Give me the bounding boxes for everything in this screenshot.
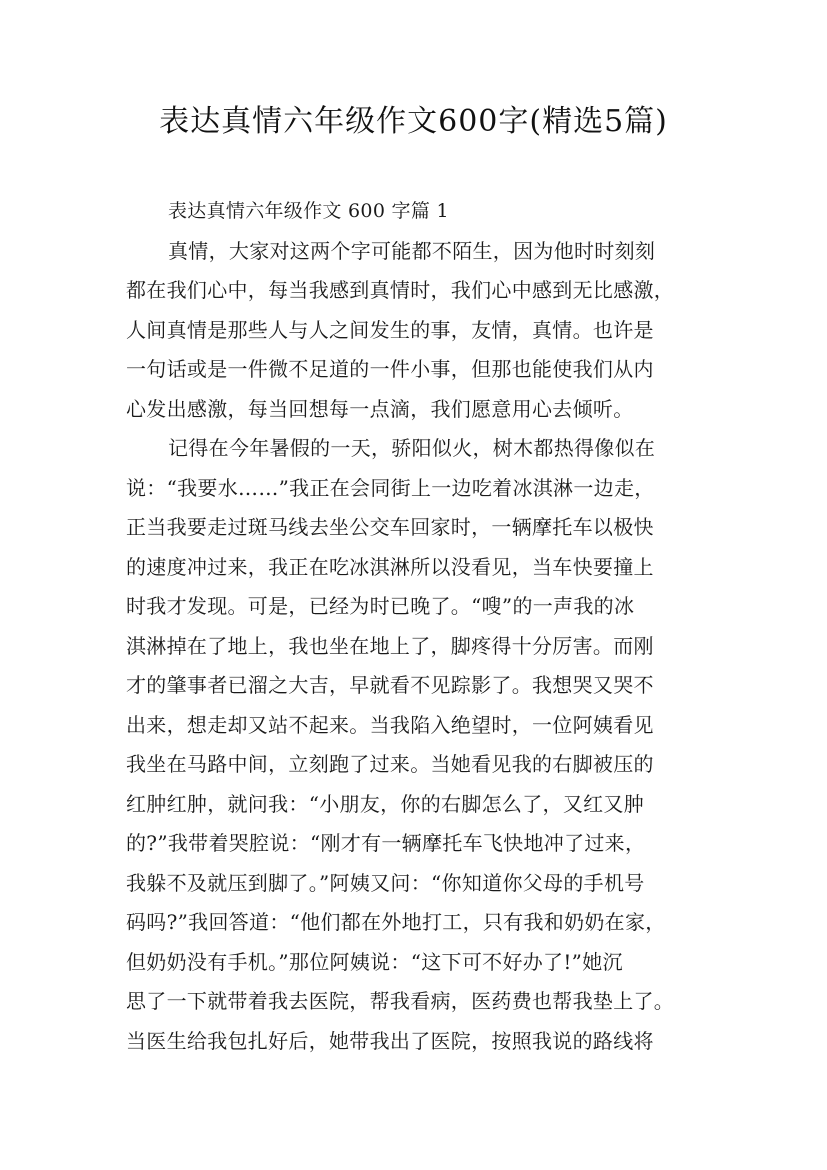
paragraph-line: 的速度冲过来，我正在吃冰淇淋所以没看见，当车快要撞上 xyxy=(126,554,654,579)
paragraph-line: 淇淋掉在了地上，我也坐在地上了，脚疼得十分厉害。而刚 xyxy=(126,633,654,658)
section-title: 表达真情六年级作文 600 字篇 1 xyxy=(168,200,449,222)
paragraph-line: 正当我要走过斑马线去坐公交车回家时，一辆摩托车以极快 xyxy=(126,515,654,539)
paragraph-line: 真情，大家对这两个字可能都不陌生，因为他时时刻刻 xyxy=(168,238,656,263)
paragraph-line: 都在我们心中，每当我感到真情时，我们心中感到无比感激， xyxy=(126,278,675,302)
paragraph-line: 说：“我要水……”我正在会同街上一边吃着冰淇淋一边走， xyxy=(126,475,655,500)
paragraph-line: 我坐在马路中间，立刻跑了过来。当她看见我的右脚被压的 xyxy=(126,752,654,776)
paragraph-line: 我躲不及就压到脚了。”阿姨又问：“你知道你父母的手机号 xyxy=(126,870,645,895)
paragraph-line: 的?”我带着哭腔说：“刚才有一辆摩托车飞快地冲了过来， xyxy=(126,831,646,855)
paragraph-line: 才的肇事者已溜之大吉，早就看不见踪影了。我想哭又哭不 xyxy=(126,673,654,697)
paragraph-line: 但奶奶没有手机。”那位阿姨说：“这下可不好办了!”她沉 xyxy=(126,949,623,974)
paragraph-line: 记得在今年暑假的一天，骄阳似火，树木都热得像似在 xyxy=(168,436,656,460)
document-body xyxy=(126,192,706,1061)
paragraph-line: 心发出感激，每当回想每一点滴，我们愿意用心去倾听。 xyxy=(126,396,634,421)
paragraph-line: 码吗?”我回答道：“他们都在外地打工，只有我和奶奶在家， xyxy=(126,910,666,934)
paragraph-line: 人间真情是那些人与人之间发生的事，友情，真情。也许是 xyxy=(126,317,654,342)
paragraph-line: 出来，想走却又站不起来。当我陷入绝望时，一位阿姨看见 xyxy=(126,712,654,737)
document-title: 表达真情六年级作文600字(精选5篇) xyxy=(159,104,668,139)
paragraph-line: 时我才发现。可是，已经为时已晚了。“嗖”的一声我的冰 xyxy=(126,594,635,618)
paragraph-line: 红肿红肿，就问我：“小朋友，你的右脚怎么了，又红又肿 xyxy=(126,791,645,816)
paragraph-line: 一句话或是一件微不足道的一件小事，但那也能使我们从内 xyxy=(126,357,654,381)
paragraph-line: 当医生给我包扎好后，她带我出了医院，按照我说的路线将 xyxy=(126,1028,654,1053)
paragraph-line: 思了一下就带着我去医院，帮我看病，医药费也帮我垫上了。 xyxy=(126,989,675,1013)
